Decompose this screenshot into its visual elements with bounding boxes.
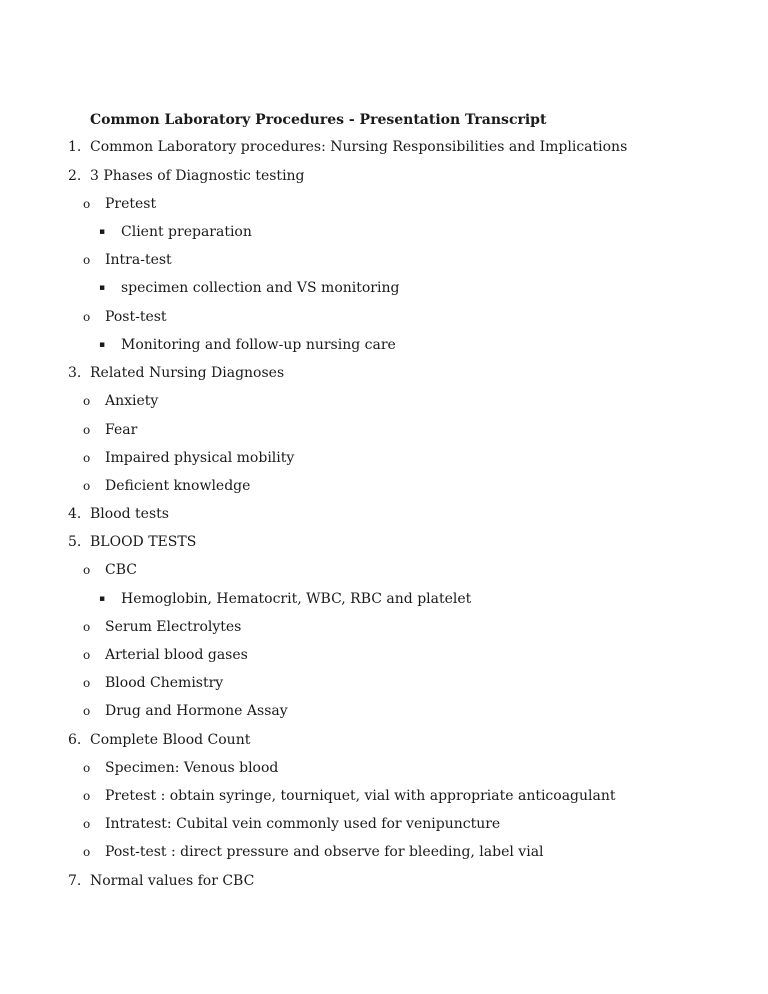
- list-item-text: Blood Chemistry: [105, 675, 224, 691]
- list-item-text: Fear: [105, 422, 138, 438]
- list-item-text: Pretest: [105, 196, 157, 212]
- list-item-text: Deficient knowledge: [105, 478, 251, 494]
- list-item-text: Serum Electrolytes: [105, 619, 242, 635]
- circle-bullet-icon: o: [83, 451, 91, 465]
- item-number: 7.: [68, 873, 82, 889]
- item-number: 5.: [68, 534, 82, 550]
- square-bullet-icon: ▪: [99, 227, 106, 237]
- square-bullet-icon: ▪: [99, 283, 106, 293]
- circle-bullet-icon: o: [83, 620, 91, 634]
- list-item-text: BLOOD TESTS: [90, 534, 197, 550]
- list-item-text: Monitoring and follow-up nursing care: [121, 337, 396, 353]
- list-item-text: Normal values for CBC: [90, 873, 255, 889]
- list-item-text: Intra-test: [105, 252, 172, 268]
- circle-bullet-icon: o: [83, 761, 91, 775]
- list-item-text: specimen collection and VS monitoring: [121, 280, 400, 296]
- list-item-text: Arterial blood gases: [105, 647, 248, 663]
- list-item-text: Specimen: Venous blood: [105, 760, 279, 776]
- list-item-text: Post-test : direct pressure and observe for bleeding, label vial: [105, 844, 544, 860]
- circle-bullet-icon: o: [83, 563, 91, 577]
- item-number: 4.: [68, 506, 82, 522]
- circle-bullet-icon: o: [83, 704, 91, 718]
- list-item-text: Intratest: Cubital vein commonly used for venipuncture: [105, 816, 501, 832]
- circle-bullet-icon: o: [83, 676, 91, 690]
- list-item-text: Pretest : obtain syringe, tourniquet, vial with appropriate anticoagulant: [105, 788, 616, 804]
- circle-bullet-icon: o: [83, 253, 91, 267]
- list-item-text: Common Laboratory procedures: Nursing Responsibilities and Implications: [90, 139, 628, 155]
- circle-bullet-icon: o: [83, 789, 91, 803]
- item-number: 1.: [68, 139, 82, 155]
- square-bullet-icon: ▪: [99, 340, 106, 350]
- circle-bullet-icon: o: [83, 648, 91, 662]
- item-number: 6.: [68, 732, 82, 748]
- list-item-text: Post-test: [105, 309, 167, 325]
- list-item-text: Blood tests: [90, 506, 169, 522]
- item-number: 3.: [68, 365, 82, 381]
- circle-bullet-icon: o: [83, 817, 91, 831]
- list-item-text: 3 Phases of Diagnostic testing: [90, 168, 305, 184]
- circle-bullet-icon: o: [83, 423, 91, 437]
- list-item-text: Drug and Hormone Assay: [105, 703, 288, 719]
- list-item-text: Complete Blood Count: [90, 732, 251, 748]
- circle-bullet-icon: o: [83, 479, 91, 493]
- list-item-text: Related Nursing Diagnoses: [90, 365, 285, 381]
- circle-bullet-icon: o: [83, 197, 91, 211]
- list-item-text: Anxiety: [105, 393, 159, 409]
- list-item-text: Client preparation: [121, 224, 252, 240]
- square-bullet-icon: ▪: [99, 594, 106, 604]
- circle-bullet-icon: o: [83, 845, 91, 859]
- item-number: 2.: [68, 168, 82, 184]
- document-title: Common Laboratory Procedures - Presentation Transcript: [90, 112, 547, 128]
- circle-bullet-icon: o: [83, 394, 91, 408]
- circle-bullet-icon: o: [83, 310, 91, 324]
- list-item-text: Hemoglobin, Hematocrit, WBC, RBC and platelet: [121, 591, 472, 607]
- list-item-text: CBC: [105, 562, 137, 578]
- list-item-text: Impaired physical mobility: [105, 450, 295, 466]
